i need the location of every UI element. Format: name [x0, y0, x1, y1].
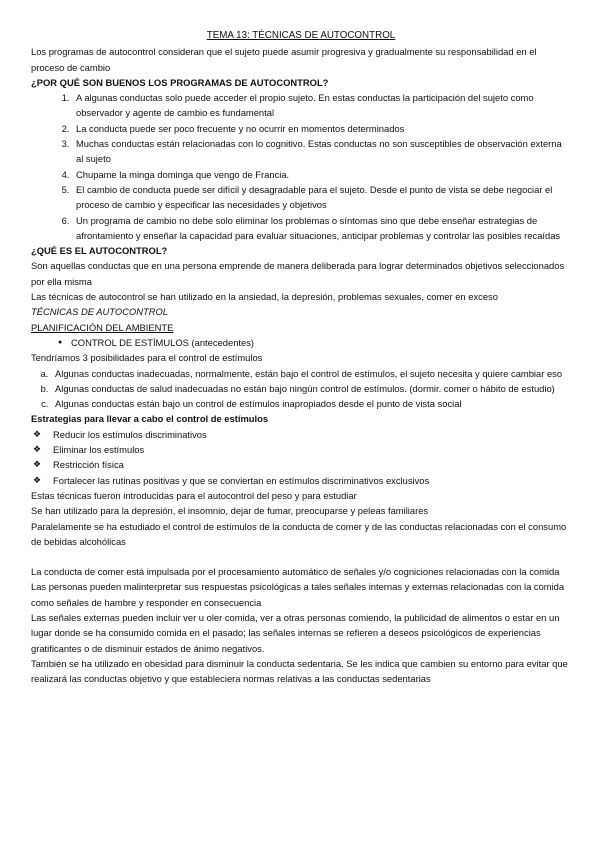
list-item: c. Algunas conductas están bajo un control de estímulos inapropiados desde el punto de vista social — [51, 396, 571, 411]
intro-paragraph: Los programas de autocontrol consideran que el sujeto puede asumir progresiva y gradualmente su responsabilidad en el proceso de cambio — [31, 46, 537, 73]
reasons-list — [31, 90, 571, 243]
paragraph: También se ha utilizado en obesidad para disminuir la conducta sedentaria. Se les indica que cambien su entorno para evitar que realizará las conductas objetivo y que estableciera normas relativas a las conductas sedentarias — [31, 657, 568, 685]
spacer — [31, 549, 571, 564]
paragraph: Las técnicas de autocontrol se han utilizado en la ansiedad, la depresión, problemas sexuales, comer en exceso — [31, 291, 498, 303]
strategy-text: Eliminar los estímulos — [53, 444, 145, 456]
strategies-heading: Estrategias para llevar a cabo el control de estímulos — [31, 413, 269, 425]
four-diamond-icon: ❖ — [33, 459, 41, 470]
list-item: 3. Muchas conductas están relacionadas con lo cognitivo. Estas conductas no son susceptibles de observación externa al sujeto — [72, 136, 571, 167]
techniques-label: TÉCNICAS DE AUTOCONTROL — [31, 306, 168, 318]
four-diamond-icon: ❖ — [33, 428, 41, 439]
list-item: 1. A algunas conductas solo puede acceder el propio sujeto. En estas conductas la participación del sujeto como observador y agente de cambio es fundamental — [72, 90, 571, 121]
planning-label: PLANIFICACIÓN DEL AMBIENTE — [31, 321, 174, 333]
four-diamond-icon: ❖ — [33, 444, 41, 455]
four-diamond-icon: ❖ — [33, 474, 41, 485]
list-item: 2. La conducta puede ser poco frecuente y no ocurrir en momentos determinados — [72, 121, 571, 136]
list-item — [33, 457, 571, 472]
section-heading-what: ¿QUÉ ES EL AUTOCONTROL? — [31, 245, 168, 257]
paragraph: Las personas pueden malinterpretar sus respuestas psicológicas a tales señales internas y externas relacionadas con la comida como señales de hambre y responder en consecuencia — [31, 581, 565, 608]
paragraph: Paralelamente se ha estudiado el control de estímulos de la conducta de comer y de las conductas relacionadas con el consumo de bebidas alcohólicas — [31, 520, 567, 547]
list-item — [33, 427, 571, 442]
list-item: 6. Un programa de cambio no debe solo eliminar los problemas o síntomas sino que debe enseñar estrategias de afrontamiento y enseñar la capacidad para evaluar situaciones, anticipar problemas y controlar las posibles recaídas — [72, 213, 571, 244]
bullet-list — [31, 335, 571, 350]
list-item: b. Algunas conductas de salud inadecuadas no están bajo ningún control de estímulos. (dormir. comer o hábito de estudio) — [51, 381, 571, 396]
paragraph: Son aquellas conductas que en una persona emprende de manera deliberada para lograr determinados objetivos seleccionados por ella misma — [31, 260, 565, 287]
list-item: 4. Chupame la minga dominga que vengo de Francia. — [72, 167, 571, 182]
strategy-text: Reducir los estímulos discriminativos — [53, 428, 207, 440]
paragraph: Las señales externas pueden incluir ver u oler comida, ver a otras personas comiendo, la publicidad de alimentos o estar en un lugar donde se ha consumido comida en el pasado; las señales internas se refieren a deseos psicológicos de experiencias gratificantes o de disminuir estados de ánimo negativos. — [31, 611, 560, 654]
possibilities-list — [31, 366, 571, 412]
list-item: a. Algunas conductas inadecuadas, normalmente, están bajo el control de estímulos, el sujeto necesita y quiere cambiar eso — [51, 366, 571, 381]
document-title: TEMA 13: TÉCNICAS DE AUTOCONTROL — [206, 30, 396, 41]
document-body — [31, 28, 571, 686]
paragraph: Tendríamos 3 posibilidades para el control de estímulos — [31, 352, 263, 364]
strategy-text: Fortalecer las rutinas positivas y que se conviertan en estímulos discriminativos exclusivos — [53, 474, 430, 486]
list-item: 5. El cambio de conducta puede ser difícil y desagradable para el sujeto. Desde el punto de vista se debe negociar el proceso de cambio y especificar las necesidades y objetivos — [72, 182, 571, 213]
list-item — [33, 442, 571, 457]
section-heading-why: ¿POR QUÉ SON BUENOS LOS PROGRAMAS DE AUTOCONTROL? — [31, 76, 329, 88]
list-item — [33, 473, 571, 488]
strategy-text: Restricción física — [53, 459, 124, 471]
paragraph: La conducta de comer está impulsada por el procesamiento automático de señales y/o cogniciones relacionadas con la comida — [31, 566, 560, 578]
list-item: ● CONTROL DE ESTÍMULOS (antecedentes) — [71, 335, 571, 350]
paragraph: Se han utilizado para la depresión, el insomnio, dejar de fumar, preocuparse y peleas familiares — [31, 505, 429, 517]
paragraph: Estas técnicas fueron introducidas para el autocontrol del peso y para estudiar — [31, 489, 357, 501]
strategies-list — [31, 427, 571, 488]
